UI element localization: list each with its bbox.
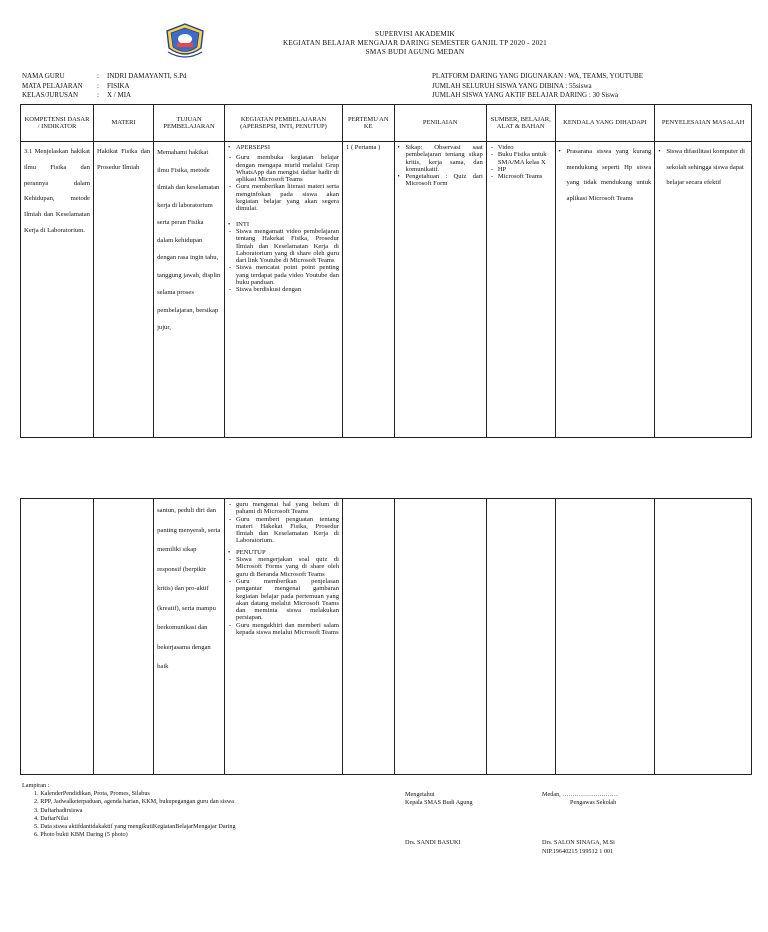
penyelesaian-cell: [655, 142, 752, 438]
penyelesaian-cell: [655, 499, 752, 775]
sumber-cell: [486, 499, 555, 775]
teacher-name: INDRI DAMAYANTI, S.Pd: [107, 72, 187, 80]
info-label: KELAS/JURUSAN: [22, 91, 79, 99]
materi-cell: Hakikat Fisika dan Prosedur Ilmiah: [93, 142, 153, 438]
pengawas-title: Pengawas Sekolah: [570, 799, 617, 806]
list-item: - Guru membuka kegiatan belajar dengan mengapa murid melalui Grup WhatsApp dan mengisi daftar hadir di aplikasi Microsoft Teams: [228, 154, 339, 183]
pengawas-nip: NIP.19640215 199512 1 001: [542, 848, 614, 855]
penutup-title: • PENUTUP: [228, 549, 339, 556]
col-header: SUMBER, BELAJAR, ALAT & BAHAN: [486, 105, 555, 142]
list-item: • Prasarana siswa yang kurang mendukung seperti Hp siswa yang tidak mendukung untuk aplikasi Microsoft Teams: [559, 144, 652, 206]
lampiran-item: 6. Photo bukti KBM Daring (5 photo): [34, 831, 128, 839]
col-header: PERTEMU AN KE: [343, 105, 395, 142]
tujuan-cell: santun, peduli diri dan panting menyerah, serta memiliki sikap responsif (berpikir kritis) dan pro-aktif (kreatif), serta mampu berkomunikasi dan bekerjasama dengan baik: [154, 499, 225, 775]
mengetahui-label: Mengetahui: [405, 791, 435, 798]
list-item: - Siswa mengamati video pembelajaran tentang Hakekat Fisika, Prosedur Ilmiah dan Keselamatan Kerja di Laboratorium yang di share oleh guru dari link Youtube di Microsoft Teams: [228, 228, 339, 264]
list-item: - Siswa mencatat point point penting yang terdapat pada video Youtube dan buku panduan.: [228, 264, 339, 286]
penilaian-cell: [394, 142, 486, 438]
lampiran-item: 5. Data siswa aktifdantidakaktif yang mengikutiKegiatanBelajarMengajar Daring: [34, 823, 236, 831]
col-header: KEGIATAN PEMBELAJARAN (APERSEPSI, INTI, PENUTUP): [224, 105, 342, 142]
lampiran-item: 2. RPP, Jadwalketerpaduan, agenda harian, KKM, bukupegangan guru dan siswa: [34, 798, 235, 806]
list-item: • Pengetahuan : Quiz dari Microsoft Form: [398, 173, 483, 188]
pengawas-name: Drs. SALON SINAGA, M.Si: [542, 839, 615, 846]
materi-cell: [93, 499, 153, 775]
class: X / MIA: [107, 91, 132, 99]
kepala-title: Kepala SMAS Budi Agung: [405, 799, 473, 806]
tujuan-cell: Memahami hakikat ilmu Fisika, metode ilmiah dan keselamatan kerja di laboratorium serta peran Fisika dalam kehidupan dengan rasa ingin tahu, tanggung jawab, displin selama proses pembelajaran, bersikap jujur,: [154, 142, 225, 438]
kd-cell: [21, 499, 94, 775]
col-header: PENYELESAIAN MASALAH: [655, 105, 752, 142]
kendala-cell: [555, 142, 655, 438]
total-students-value: 55siswa: [569, 81, 592, 90]
col-header: PENILAIAN: [394, 105, 486, 142]
info-label: NAMA GURU: [22, 72, 65, 80]
doc-subtitle: KEGIATAN BELAJAR MENGAJAR DARING SEMESTER GANJIL TP 2020 - 2021: [283, 39, 547, 47]
col-header: TUJUAN PEMBELAJARAN: [154, 105, 225, 142]
col-header: KENDALA YANG DIHADAPI: [555, 105, 655, 142]
school-name: SMAS BUDI AGUNG MEDAN: [365, 48, 465, 56]
table-row: [21, 499, 752, 775]
info-label: JUMLAH SISWA YANG AKTIF BELAJAR DARING: [432, 91, 588, 99]
pertemuan-cell: 1 ( Pertama ): [343, 142, 395, 438]
kepala-name: Drs. SANDI BASUKI: [405, 839, 461, 846]
inti-title: • INTI: [228, 221, 339, 228]
info-right: PLATFORM DARING YANG DIGUNAKAN : WA, TEAMS, YOUTUBE JUMLAH SELURUH SISWA YANG DIBINA : 55siswa JUMLAH SISWA YANG AKTIF BELAJAR DARING : 30 Siswa: [432, 72, 643, 99]
lampiran-item: 1. KalenderPendidikan, Prota, Promes, Silabus: [34, 790, 150, 798]
kendala-cell: [555, 499, 655, 775]
kd-cell: 3.1 Menjelaskan hakikat ilmu Fisika dan perannya dalam Kehidupan, metode Ilmiah dan Keselamatan Kerja di Laboratorium.: [21, 142, 94, 438]
list-item: • Sikap: Observasi saat pembelajaran tentang sikap kritis, kerja sama, dan komunikatif.: [398, 144, 483, 173]
kegiatan-cell: [224, 499, 342, 775]
info-label: JUMLAH SELURUH SISWA YANG DIBINA: [432, 81, 564, 90]
active-students-value: 30 Siswa: [592, 91, 619, 99]
list-item: - Guru memberi penguatan tentang materi Hakekat Fisika, Prosedur Ilmiah dan Keselamatan Kerja di Laboratorium.: [228, 516, 339, 545]
list-item: • Siswa difasilitasi komputer di sekolah sehingga siswa dapat belajar secara efektif: [658, 144, 748, 191]
kegiatan-cell: [224, 142, 342, 438]
lampiran-label: Lampiran :: [22, 782, 50, 789]
table-row: [21, 142, 752, 438]
list-item: - Siswa berdiskusi dengan: [228, 286, 339, 293]
col-header: MATERI: [93, 105, 153, 142]
lampiran-section: [22, 782, 236, 839]
list-item: - Microsoft Teams: [490, 173, 552, 180]
table-header-row: [21, 105, 752, 142]
lampiran-item: 4. DaftarNilai: [34, 814, 69, 822]
apersepsi-title: • APERSEPSI: [228, 144, 339, 151]
list-item: - Guru memberikan penjelasan pengantar mengenai gambaran kegiatan belajar pada pertemuan yang akan datang melalui Microsoft Teams dan meminta siswa melakukan persiapan.: [228, 578, 339, 622]
list-item: - HP: [490, 166, 552, 173]
list-item: - Video: [490, 144, 552, 151]
list-item: - Guru mengakhiri dan memberi salam kepada siswa melalui Microsoft Teams: [228, 622, 339, 637]
platform-value: WA, TEAMS, YOUTUBE: [568, 72, 643, 80]
lampiran-item: 3. Daftarhadirsiswa: [34, 806, 83, 814]
list-item: - guru mengenai hal yang belum di pahami di Microsoft Teams: [228, 501, 339, 516]
list-item: - Buku Fisika untuk SMA/MA kelas X: [490, 151, 552, 166]
activity-table-continued: [20, 498, 752, 775]
info-left: NAMA GURU : INDRI DAMAYANTI, S.Pd MATA PELAJARAN : FISIKA KELAS/JURUSAN : X / MIA: [22, 72, 187, 99]
activity-table: [20, 104, 752, 438]
sumber-cell: [486, 142, 555, 438]
col-header: KOMPETENSI DASAR / INDIKATOR: [21, 105, 94, 142]
info-label: MATA PELAJARAN: [22, 81, 83, 90]
subject: FISIKA: [107, 81, 130, 90]
list-item: - Siswa mengerjakan soal quiz di Microsoft Forms yang di share oleh guru di Beranda Microsoft Teams: [228, 556, 339, 578]
place-date: Medan, ………………………: [542, 791, 618, 798]
list-item: - Guru memberikan literasi materi serta menginfokan pada siswa akan kegiatan belajar yang akan segera dimulai.: [228, 183, 339, 212]
penilaian-cell: [394, 499, 486, 775]
info-label: PLATFORM DARING YANG DIGUNAKAN: [432, 72, 563, 80]
pertemuan-cell: [343, 499, 395, 775]
doc-title: SUPERVISI AKADEMIK: [375, 30, 455, 38]
